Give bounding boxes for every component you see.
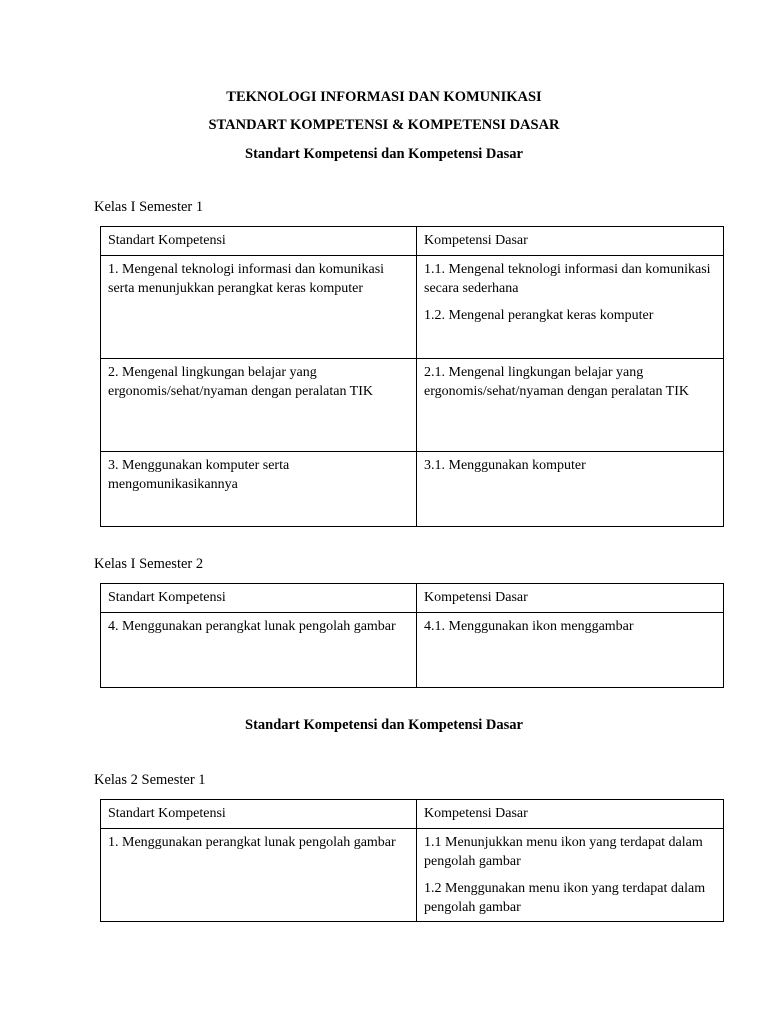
table-header-row bbox=[101, 800, 724, 829]
kd-item: 1.2 Menggunakan menu ikon yang terdapat dalam pengolah gambar bbox=[424, 881, 706, 915]
kd-cell bbox=[417, 829, 724, 922]
sk-cell: 4. Menggunakan perangkat lunak pengolah gambar bbox=[101, 613, 417, 688]
sk-cell: 2. Mengenal lingkungan belajar yang ergonomis/sehat/nyaman dengan peralatan TIK bbox=[101, 359, 417, 452]
header-standart-kompetensi: Standart Kompetensi bbox=[101, 584, 417, 613]
kd-item: 4.1. Menggunakan ikon menggambar bbox=[424, 619, 634, 634]
table-row bbox=[101, 613, 724, 688]
kd-item: 2.1. Mengenal lingkungan belajar yang ergonomis/sehat/nyaman dengan peralatan TIK bbox=[424, 365, 690, 399]
table-header-row bbox=[101, 584, 724, 613]
header-kompetensi-dasar: Kompetensi Dasar bbox=[417, 584, 724, 613]
document-title-line-2: STANDART KOMPETENSI & KOMPETENSI DASAR bbox=[208, 117, 560, 133]
section-label: Kelas I Semester 2 bbox=[94, 556, 204, 572]
sk-cell: 1. Mengenal teknologi informasi dan komunikasi serta menunjukkan perangkat keras komputer bbox=[101, 256, 417, 359]
table-row bbox=[101, 452, 724, 527]
kd-item: 1.1. Mengenal teknologi informasi dan komunikasi secara sederhana bbox=[424, 262, 711, 296]
sk-cell: 1. Menggunakan perangkat lunak pengolah gambar bbox=[101, 829, 417, 922]
header-standart-kompetensi: Standart Kompetensi bbox=[101, 227, 417, 256]
section-label: Kelas I Semester 1 bbox=[94, 199, 204, 215]
table-row bbox=[101, 359, 724, 452]
table-row bbox=[101, 829, 724, 922]
section-subtitle: Standart Kompetensi dan Kompetensi Dasar bbox=[245, 717, 523, 733]
header-kompetensi-dasar: Kompetensi Dasar bbox=[417, 227, 724, 256]
competency-table bbox=[100, 799, 724, 922]
section-subtitle: Standart Kompetensi dan Kompetensi Dasar bbox=[245, 146, 523, 162]
header-kompetensi-dasar: Kompetensi Dasar bbox=[417, 800, 724, 829]
sk-cell: 3. Menggunakan komputer serta mengomunikasikannya bbox=[101, 452, 417, 527]
kd-cell bbox=[417, 256, 724, 359]
document-title-line-1: TEKNOLOGI INFORMASI DAN KOMUNIKASI bbox=[226, 89, 542, 105]
section-label: Kelas 2 Semester 1 bbox=[94, 772, 206, 788]
kd-item: 1.1 Menunjukkan menu ikon yang terdapat dalam pengolah gambar bbox=[424, 835, 703, 869]
kd-item: 3.1. Menggunakan komputer bbox=[424, 458, 586, 473]
kd-cell bbox=[417, 359, 724, 452]
table-row bbox=[101, 256, 724, 359]
kd-cell bbox=[417, 452, 724, 527]
header-standart-kompetensi: Standart Kompetensi bbox=[101, 800, 417, 829]
table-header-row bbox=[101, 227, 724, 256]
competency-table bbox=[100, 583, 724, 688]
competency-table bbox=[100, 226, 724, 527]
kd-cell bbox=[417, 613, 724, 688]
kd-item: 1.2. Mengenal perangkat keras komputer bbox=[424, 308, 654, 323]
